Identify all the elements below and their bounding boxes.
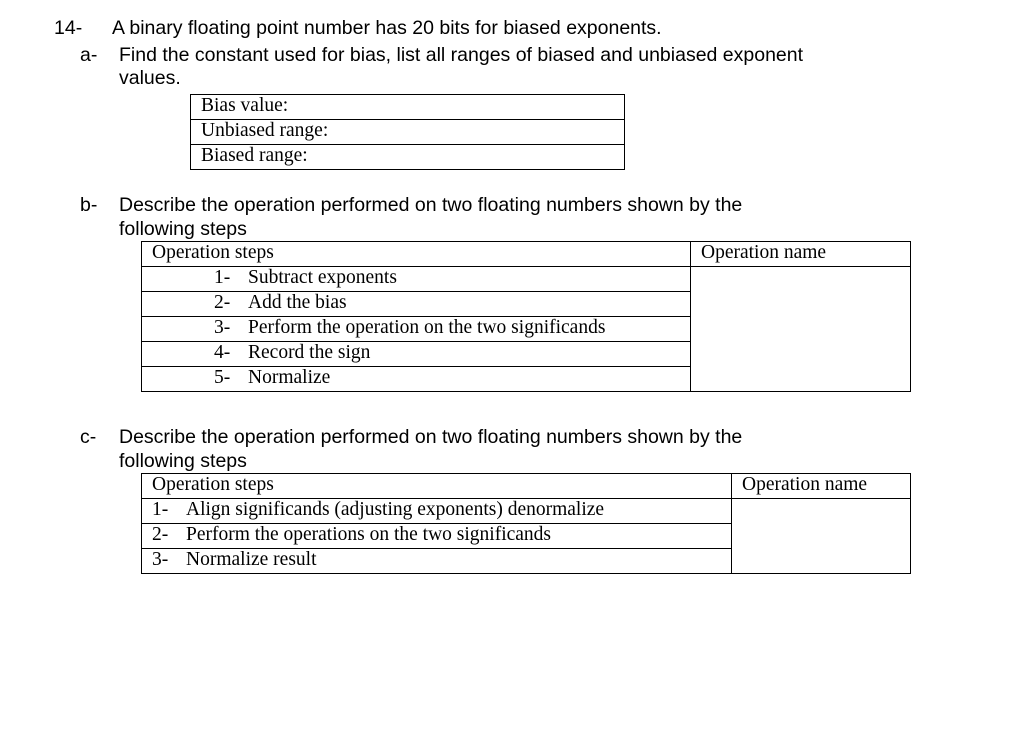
part-b-header-name: Operation name (691, 242, 911, 267)
part-b-label: b- (80, 194, 98, 216)
part-a-text-line1: Find the constant used for bias, list all ranges of biased and unbiased exponent (119, 44, 804, 66)
part-a-text-line2: values. (119, 67, 181, 89)
part-c-label: c- (80, 426, 97, 448)
step-text: Record the sign (248, 342, 371, 363)
table-row (142, 549, 732, 574)
part-a-table (190, 94, 625, 170)
step-number: 2- (152, 524, 169, 545)
part-c-text-line1: Describe the operation performed on two floating numbers shown by the (119, 426, 743, 448)
step-text: Subtract exponents (248, 267, 397, 288)
question-text: A binary floating point number has 20 bits for biased exponents. (112, 17, 662, 39)
biased-range-row: Biased range: (191, 145, 625, 170)
table-row (142, 317, 691, 342)
step-text: Normalize result (186, 549, 317, 570)
step-text: Perform the operations on the two significands (186, 524, 552, 545)
step-text: Normalize (248, 367, 331, 388)
part-c-text-line2: following steps (119, 450, 247, 472)
part-b-header-steps: Operation steps (142, 242, 691, 267)
step-number: 3- (214, 317, 231, 338)
step-number: 4- (214, 342, 231, 363)
part-c-header-name: Operation name (732, 474, 911, 499)
table-row (142, 499, 732, 524)
unbiased-range-row: Unbiased range: (191, 120, 625, 145)
step-number: 2- (214, 292, 231, 313)
part-b-table (141, 241, 911, 392)
part-b-text-line2: following steps (119, 218, 247, 240)
step-number: 1- (214, 267, 231, 288)
step-number: 1- (152, 499, 169, 520)
step-text: Align significands (adjusting exponents) denormalize (186, 499, 605, 520)
bias-value-row: Bias value: (191, 95, 625, 120)
table-row (142, 367, 691, 392)
part-a-label: a- (80, 44, 98, 66)
part-c-table (141, 473, 911, 574)
part-c-header-steps: Operation steps (142, 474, 732, 499)
table-row (142, 342, 691, 367)
part-c-operation-name-answer (732, 499, 911, 574)
part-b-operation-name-answer (691, 267, 911, 392)
table-row (142, 524, 732, 549)
step-text: Add the bias (248, 292, 347, 313)
step-number: 5- (214, 367, 231, 388)
table-row (142, 267, 691, 292)
step-text: Perform the operation on the two significands (248, 317, 606, 338)
table-row (142, 292, 691, 317)
step-number: 3- (152, 549, 169, 570)
part-b-text-line1: Describe the operation performed on two floating numbers shown by the (119, 194, 743, 216)
question-number: 14- (54, 17, 83, 39)
